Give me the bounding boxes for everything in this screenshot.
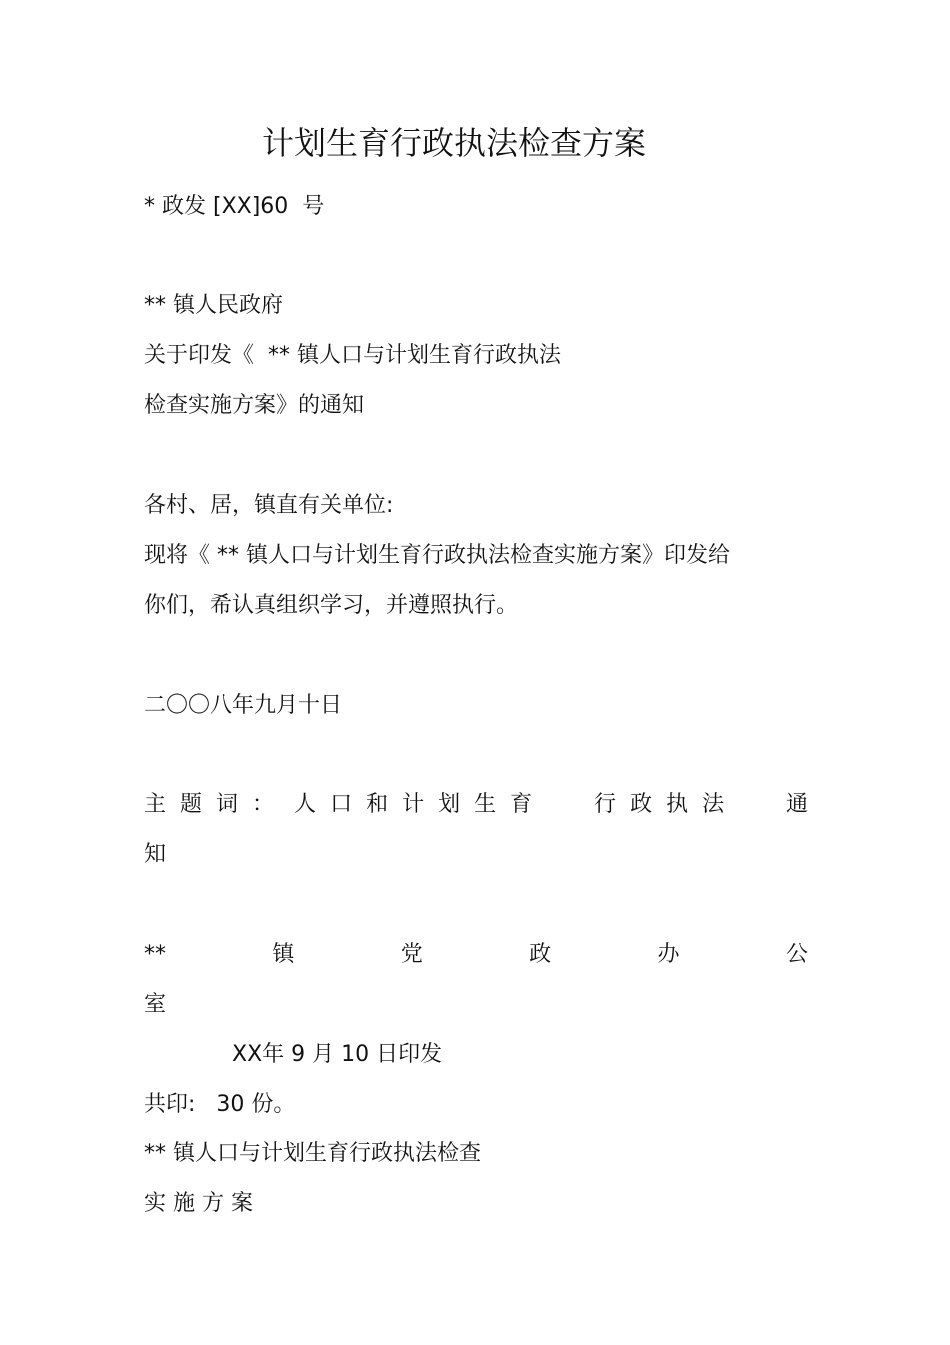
keyword-char: 和 [366,792,389,817]
issue-date: 二〇〇八年九月十日 [144,693,343,718]
copies-count: 共印: 30 份。 [144,1092,296,1117]
keyword-char: ： [252,792,275,817]
plan-title-line-2: 实 施 方 案 [144,1191,253,1216]
keywords-continuation: 知 [144,842,167,867]
keyword-char: 政 [630,792,653,817]
keyword-char: 生 [474,792,497,817]
keyword-char: 通 [785,792,808,817]
keyword-char: 词 [216,792,239,817]
keyword-char: 计 [402,792,425,817]
keyword-char: 题 [180,792,203,817]
office-part: 镇 [272,942,295,967]
print-date: XX年 9 月 10 日印发 [232,1042,443,1067]
document-title: 计划生育行政执法检查方案 [261,124,646,162]
office-part: ** [144,942,166,967]
keyword-char: 划 [438,792,461,817]
recipients: 各村、居，镇直有关单位: [144,493,394,518]
office-part: 政 [529,942,552,967]
office-part: 办 [657,942,680,967]
keyword-char: 主 [144,792,167,817]
office-part: 党 [400,942,423,967]
office-row [144,940,808,970]
keyword-char: 人 [294,792,317,817]
keyword-char: 行 [594,792,617,817]
keyword-char: 法 [702,792,725,817]
notice-title-line-1: 关于印发《 ** 镇人口与计划生育行政执法 [144,343,561,368]
plan-title-line-1: ** 镇人口与计划生育行政执法检查 [144,1141,481,1166]
notice-title-line-2: 检查实施方案》的通知 [144,393,365,418]
issuer: ** 镇人民政府 [144,293,283,318]
body-line-1: 现将《 ** 镇人口与计划生育行政执法检查实施方案》印发给 [144,543,730,568]
keyword-char: 执 [666,792,689,817]
office-continuation: 室 [144,992,167,1017]
body-line-2: 你们，希认真组织学习，并遵照执行。 [144,593,519,618]
keywords-group-2 [594,790,738,820]
keyword-char: 育 [510,792,533,817]
document-number: * 政发 [XX]60 号 [144,194,325,219]
keywords-row [144,790,808,820]
keyword-char: 口 [330,792,353,817]
office-part: 公 [785,942,808,967]
keywords-label [144,790,546,820]
